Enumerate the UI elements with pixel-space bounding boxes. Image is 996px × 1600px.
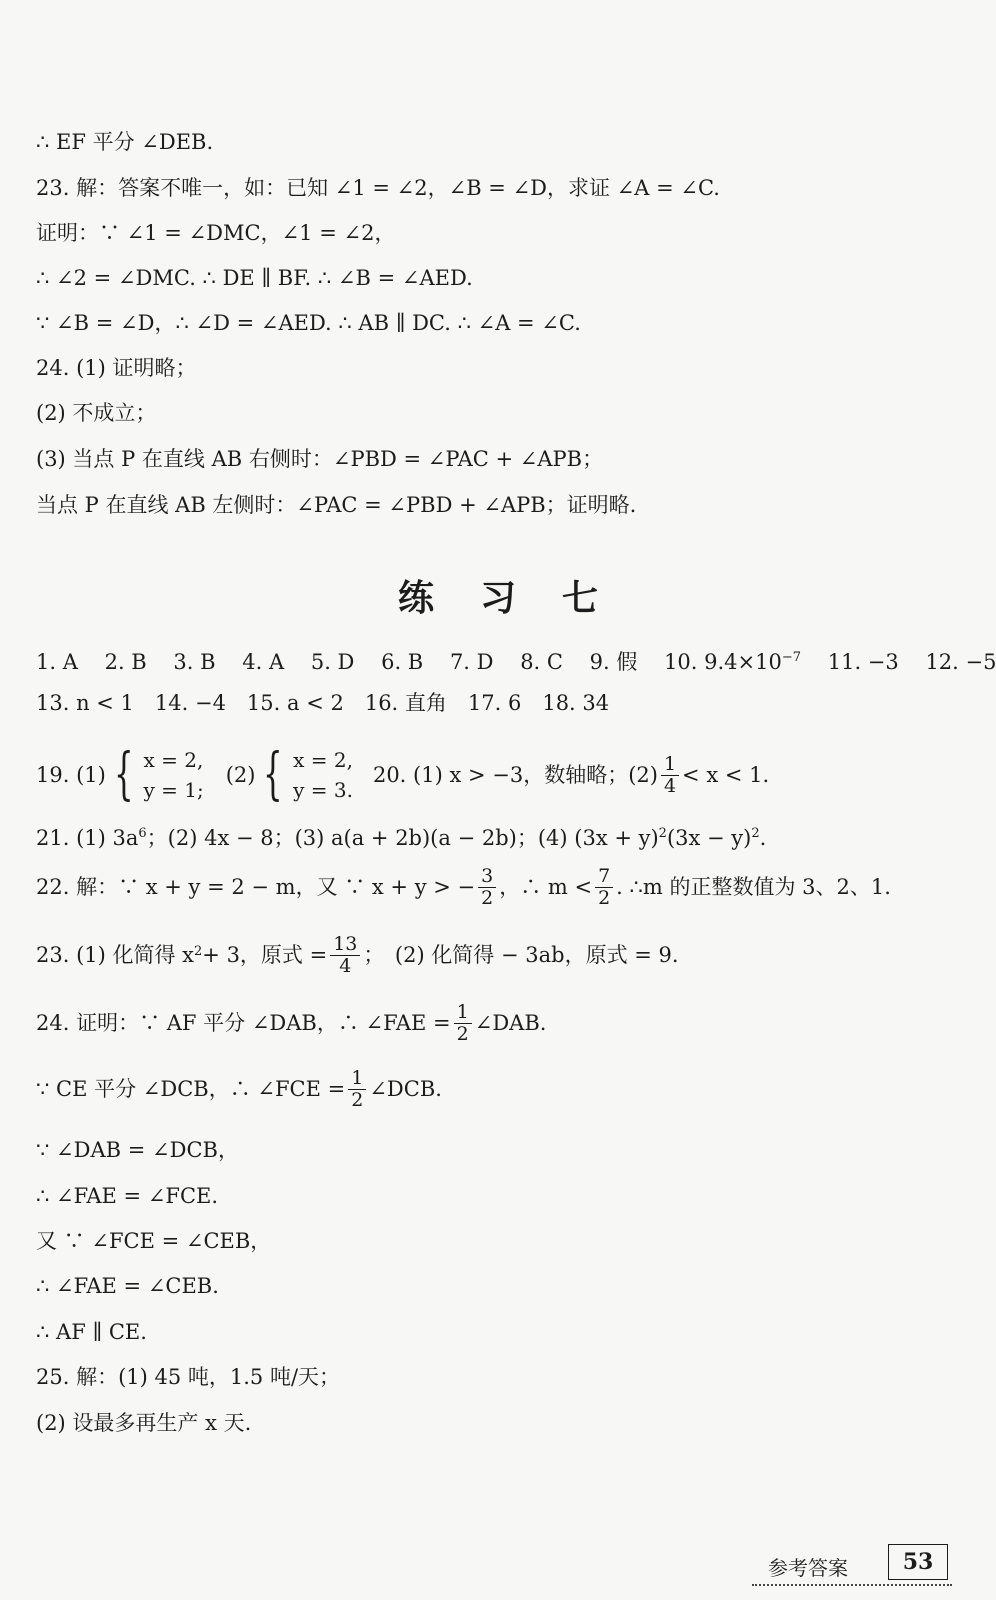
answer-text: 23. (1) 化简得 x — [36, 943, 195, 967]
answer-text: ； (2) 化简得 − 3ab，原式 = 9. — [363, 943, 679, 967]
answer-text: + 3，原式 = — [202, 943, 328, 967]
text-line: 23. 解：答案不唯一，如：已知 ∠1 = ∠2，∠B = ∠D，求证 ∠A = ∠C. — [36, 176, 720, 200]
text-line: ∵ ∠DAB = ∠DCB， — [36, 1138, 239, 1162]
answers-1-12 — [36, 644, 996, 676]
text-line: 当点 P 在直线 AB 左侧时：∠PAC = ∠PBD + ∠APB；证明略. — [36, 493, 637, 517]
denominator: 4 — [663, 774, 677, 797]
exponent: 2 — [751, 826, 760, 841]
equation: y = 3. — [293, 778, 353, 802]
answer-item: 4. A — [242, 650, 285, 674]
text-line: ∴ ∠FAE = ∠FCE. — [36, 1184, 219, 1208]
answer-text: 21. (1) 3a — [36, 826, 139, 850]
text-line: (2) 不成立； — [36, 401, 157, 425]
answer-item: 12. −5 — [925, 650, 996, 674]
numerator: 3 — [478, 866, 496, 888]
text-line: (3) 当点 P 在直线 AB 右侧时：∠PBD = ∠PAC + ∠APB； — [36, 447, 604, 471]
answer-23 — [36, 930, 976, 980]
fraction — [478, 866, 496, 909]
answer-item: 11. −3 — [827, 650, 899, 674]
fraction — [348, 1068, 366, 1111]
page-number: 53 — [888, 1544, 948, 1580]
answer-text: ；(2) 4x − 8；(3) a(a + 2b)(a − 2b)；(4) (3x + y) — [146, 826, 659, 850]
section-title: 练习七 — [397, 578, 644, 619]
answer-text: ∵ CE 平分 ∠DCB，∴ ∠FCE = — [36, 1077, 346, 1101]
fraction — [330, 934, 360, 977]
answers-19-20 — [36, 740, 976, 810]
numerator: 13 — [330, 934, 360, 956]
answer-item: 9. 假 — [589, 650, 638, 674]
answers-13-18: 13. n < 1 14. −4 15. a < 2 16. 直角 17. 6 18. 34 — [36, 691, 610, 715]
answer-item: 5. D — [310, 650, 355, 674]
brace-icon: { — [263, 742, 284, 807]
answer-text: ，∴ m < — [499, 875, 593, 899]
text-line: 25. 解：(1) 45 吨，1.5 吨/天； — [36, 1365, 341, 1389]
answer-text: < x < 1. — [682, 763, 770, 787]
equation-system — [106, 742, 204, 807]
answer-text: . ∴m 的正整数值为 3、2、1. — [616, 875, 891, 899]
exponent: 2 — [658, 826, 667, 841]
text-line: 证明：∵ ∠1 = ∠DMC，∠1 = ∠2， — [36, 221, 396, 245]
answer-text: . — [759, 826, 767, 850]
fraction — [454, 1002, 472, 1045]
exponent: −7 — [781, 650, 802, 665]
text-line: ∴ EF 平分 ∠DEB. — [36, 130, 214, 154]
exponent: 2 — [194, 944, 203, 959]
denominator: 2 — [351, 1088, 364, 1111]
text-line: (2) 设最多再生产 x 天. — [36, 1411, 252, 1435]
fraction — [595, 866, 613, 909]
answer-text: ∠DCB. — [369, 1077, 442, 1101]
answer-item: 7. D — [449, 650, 494, 674]
footer-divider — [752, 1584, 952, 1586]
answer-item: 2. B — [104, 650, 147, 674]
answer-item: 8. C — [520, 650, 563, 674]
answer-text: ∠DAB. — [474, 1011, 547, 1035]
answer-item: 6. B — [381, 650, 424, 674]
answer-text: 24. 证明：∵ AF 平分 ∠DAB，∴ ∠FAE = — [36, 1011, 451, 1035]
numerator: 1 — [661, 754, 679, 776]
text-line: 24. (1) 证明略； — [36, 356, 197, 380]
equation: x = 2, — [143, 748, 204, 772]
answer-item: 1. A — [36, 650, 78, 674]
denominator: 2 — [481, 886, 494, 909]
answer-item: 3. B — [173, 650, 216, 674]
question-label: (2) — [225, 763, 256, 787]
brace-icon: { — [113, 742, 134, 807]
denominator: 2 — [598, 886, 611, 909]
footer-label: 参考答案 — [768, 1556, 848, 1580]
numerator: 1 — [454, 1002, 472, 1024]
numerator: 1 — [348, 1068, 366, 1090]
text-line: ∴ ∠FAE = ∠CEB. — [36, 1274, 219, 1298]
text-line: 又 ∵ ∠FCE = ∠CEB， — [36, 1229, 272, 1253]
equation: x = 2, — [293, 748, 353, 772]
answer-text: (3x − y) — [666, 826, 752, 850]
answer-24-line1 — [36, 998, 976, 1048]
answer-22 — [36, 862, 976, 912]
denominator: 2 — [456, 1022, 469, 1045]
equation-system — [255, 742, 353, 807]
answer-text: 20. (1) x > −3，数轴略；(2) — [372, 763, 658, 787]
denominator: 4 — [339, 954, 352, 977]
text-line: ∴ AF ∥ CE. — [36, 1320, 147, 1344]
exponent: 6 — [138, 826, 147, 841]
answer-item: 10. 9.4×10 — [664, 650, 782, 674]
question-label: 19. (1) — [36, 763, 106, 787]
equation: y = 1; — [143, 778, 204, 802]
text-line: ∵ ∠B = ∠D，∴ ∠D = ∠AED. ∴ AB ∥ DC. ∴ ∠A = ∠C. — [36, 311, 581, 335]
answer-24-line2 — [36, 1064, 976, 1114]
answer-21 — [36, 820, 976, 852]
answer-text: 22. 解：∵ x + y = 2 − m，又 ∵ x + y > − — [36, 875, 476, 899]
fraction — [661, 754, 679, 797]
numerator: 7 — [595, 866, 613, 888]
text-line: ∴ ∠2 = ∠DMC. ∴ DE ∥ BF. ∴ ∠B = ∠AED. — [36, 266, 473, 290]
